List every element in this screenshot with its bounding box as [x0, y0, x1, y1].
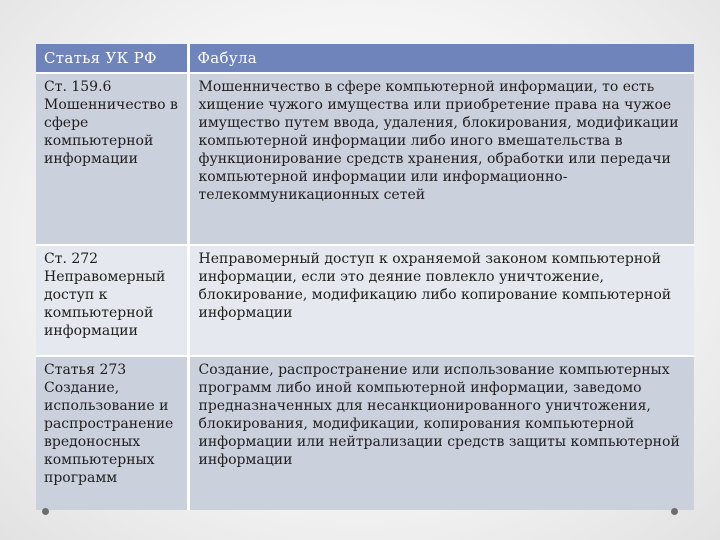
description-cell: Создание, распространение или использование компьютерных программ либо иной компьютерной информации, заведомо предназначенных для несанкционированного уничтожения, блокирования, модификации, копирования компьютерной информации или нейтрализации средств защиты компьютерной информации: [188, 356, 694, 510]
bullet-dot-icon: [42, 508, 49, 515]
article-name: Мошенничество в сфере компьютерной информации: [44, 97, 178, 167]
bullet-dot-icon: [671, 508, 678, 515]
article-number: Ст. 159.6: [44, 79, 112, 95]
table-row: [36, 245, 694, 356]
articles-table: [36, 44, 694, 510]
description-cell: Мошенничество в сфере компьютерной информации, то есть хищение чужого имущества или приобретение права на чужое имущество путем ввода, удаления, блокирования, модификации компьютерной информации либо иного вмешательства в функционирование средств хранения, обработки или передачи компьютерной информации или информационно-телекоммуникационных сетей: [188, 73, 694, 245]
header-plot: Фабула: [188, 44, 694, 73]
article-cell: [36, 356, 188, 510]
article-name: Неправомерный доступ к компьютерной информации: [44, 269, 166, 339]
footer-decoration: [42, 508, 678, 518]
article-number: Статья 273: [44, 362, 127, 378]
article-cell: [36, 245, 188, 356]
article-cell: [36, 73, 188, 245]
article-name: Создание, использование и распространение вредоносных компьютерных программ: [44, 380, 174, 486]
table-row: [36, 356, 694, 510]
table-row: [36, 73, 694, 245]
article-number: Ст. 272: [44, 251, 99, 267]
table-header-row: [36, 44, 694, 73]
header-article: Статья УК РФ: [36, 44, 188, 73]
description-cell: Неправомерный доступ к охраняемой законом компьютерной информации, если это деяние повлекло уничтожение, блокирование, модификацию либо копирование компьютерной информации: [188, 245, 694, 356]
articles-table-container: [36, 44, 694, 510]
